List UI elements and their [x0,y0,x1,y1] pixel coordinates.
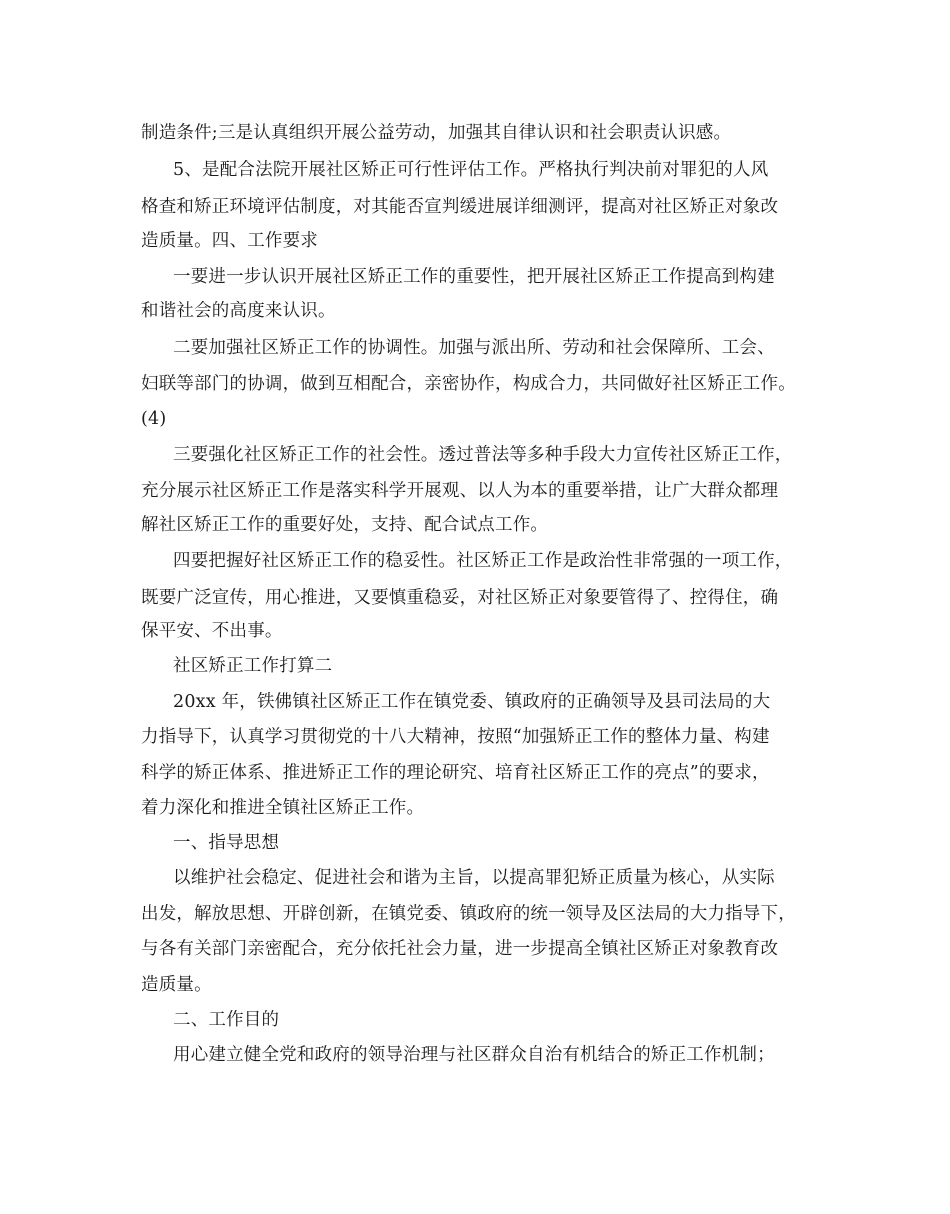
text-line: 既要广泛宣传，用心推进，又要慎重稳妥，对社区矫正对象要管得了、控得住，确 [141,588,779,608]
text-line: (4) [141,409,167,429]
text-line: 着力深化和推进全镇社区矫正工作。 [141,798,425,818]
text-line: 造质量。四、工作要求 [141,231,318,251]
text-line: 充分展示社区矫正工作是落实科学开展观、以人为本的重要举措，让广大群众都理 [141,481,779,501]
text-line: 5、是配合法院开展社区矫正可行性评估工作。严格执行判决前对罪犯的人风 [173,160,769,180]
text-line: 一要进一步认识开展社区矫正工作的重要性，把开展社区矫正工作提高到构建 [173,267,775,287]
text-line: 一、指导思想 [173,833,280,853]
text-line: 二要加强社区矫正工作的协调性。加强与派出所、劳动和社会保障所、工会、 [173,338,775,358]
text-line: 力指导下，认真学习贯彻党的十八大精神，按照“加强矫正工作的整体力量、构建 [141,727,770,747]
text-line: 解社区矫正工作的重要好处，支持、配合试点工作。 [141,515,549,535]
text-line: 二、工作目的 [173,1010,280,1030]
text-line: 和谐社会的高度来认识。 [141,301,336,321]
text-line: 四要把握好社区矫正工作的稳妥性。社区矫正工作是政治性非常强的一项工作， [173,551,793,571]
text-line: 科学的矫正体系、推进矫正工作的理论研究、培育社区矫正工作的亮点”的要求， [141,763,770,783]
text-line: 以维护社会稳定、促进社会和谐为主旨，以提高罪犯矫正质量为核心，从实际 [173,868,775,888]
text-line: 20xx 年，铁佛镇社区矫正工作在镇党委、镇政府的正确领导及县司法局的大 [173,692,771,712]
text-line: 三要强化社区矫正工作的社会性。透过普法等多种手段大力宣传社区矫正工作， [173,445,793,465]
text-line: 出发，解放思想、开辟创新，在镇党委、镇政府的统一领导及区法局的大力指导下， [141,904,796,924]
text-line: 社区矫正工作打算二 [173,656,333,676]
text-line: 保平安、不出事。 [141,621,283,641]
text-line: 制造条件;三是认真组织开展公益劳动，加强其自律认识和社会职责认识感。 [141,123,732,143]
text-line: 格查和矫正环境评估制度，对其能否宣判缓进展详细测评，提高对社区矫正对象改 [141,197,779,217]
text-line: 妇联等部门的协调，做到互相配合，亲密协作，构成合力，共同做好社区矫正工作。 [141,374,796,394]
text-line: 与各有关部门亲密配合，充分依托社会力量，进一步提高全镇社区矫正对象教育改 [141,939,779,959]
text-line: 造质量。 [141,975,212,995]
text-line: 用心建立健全党和政府的领导治理与社区群众自治有机结合的矫正工作机制； [173,1045,775,1065]
